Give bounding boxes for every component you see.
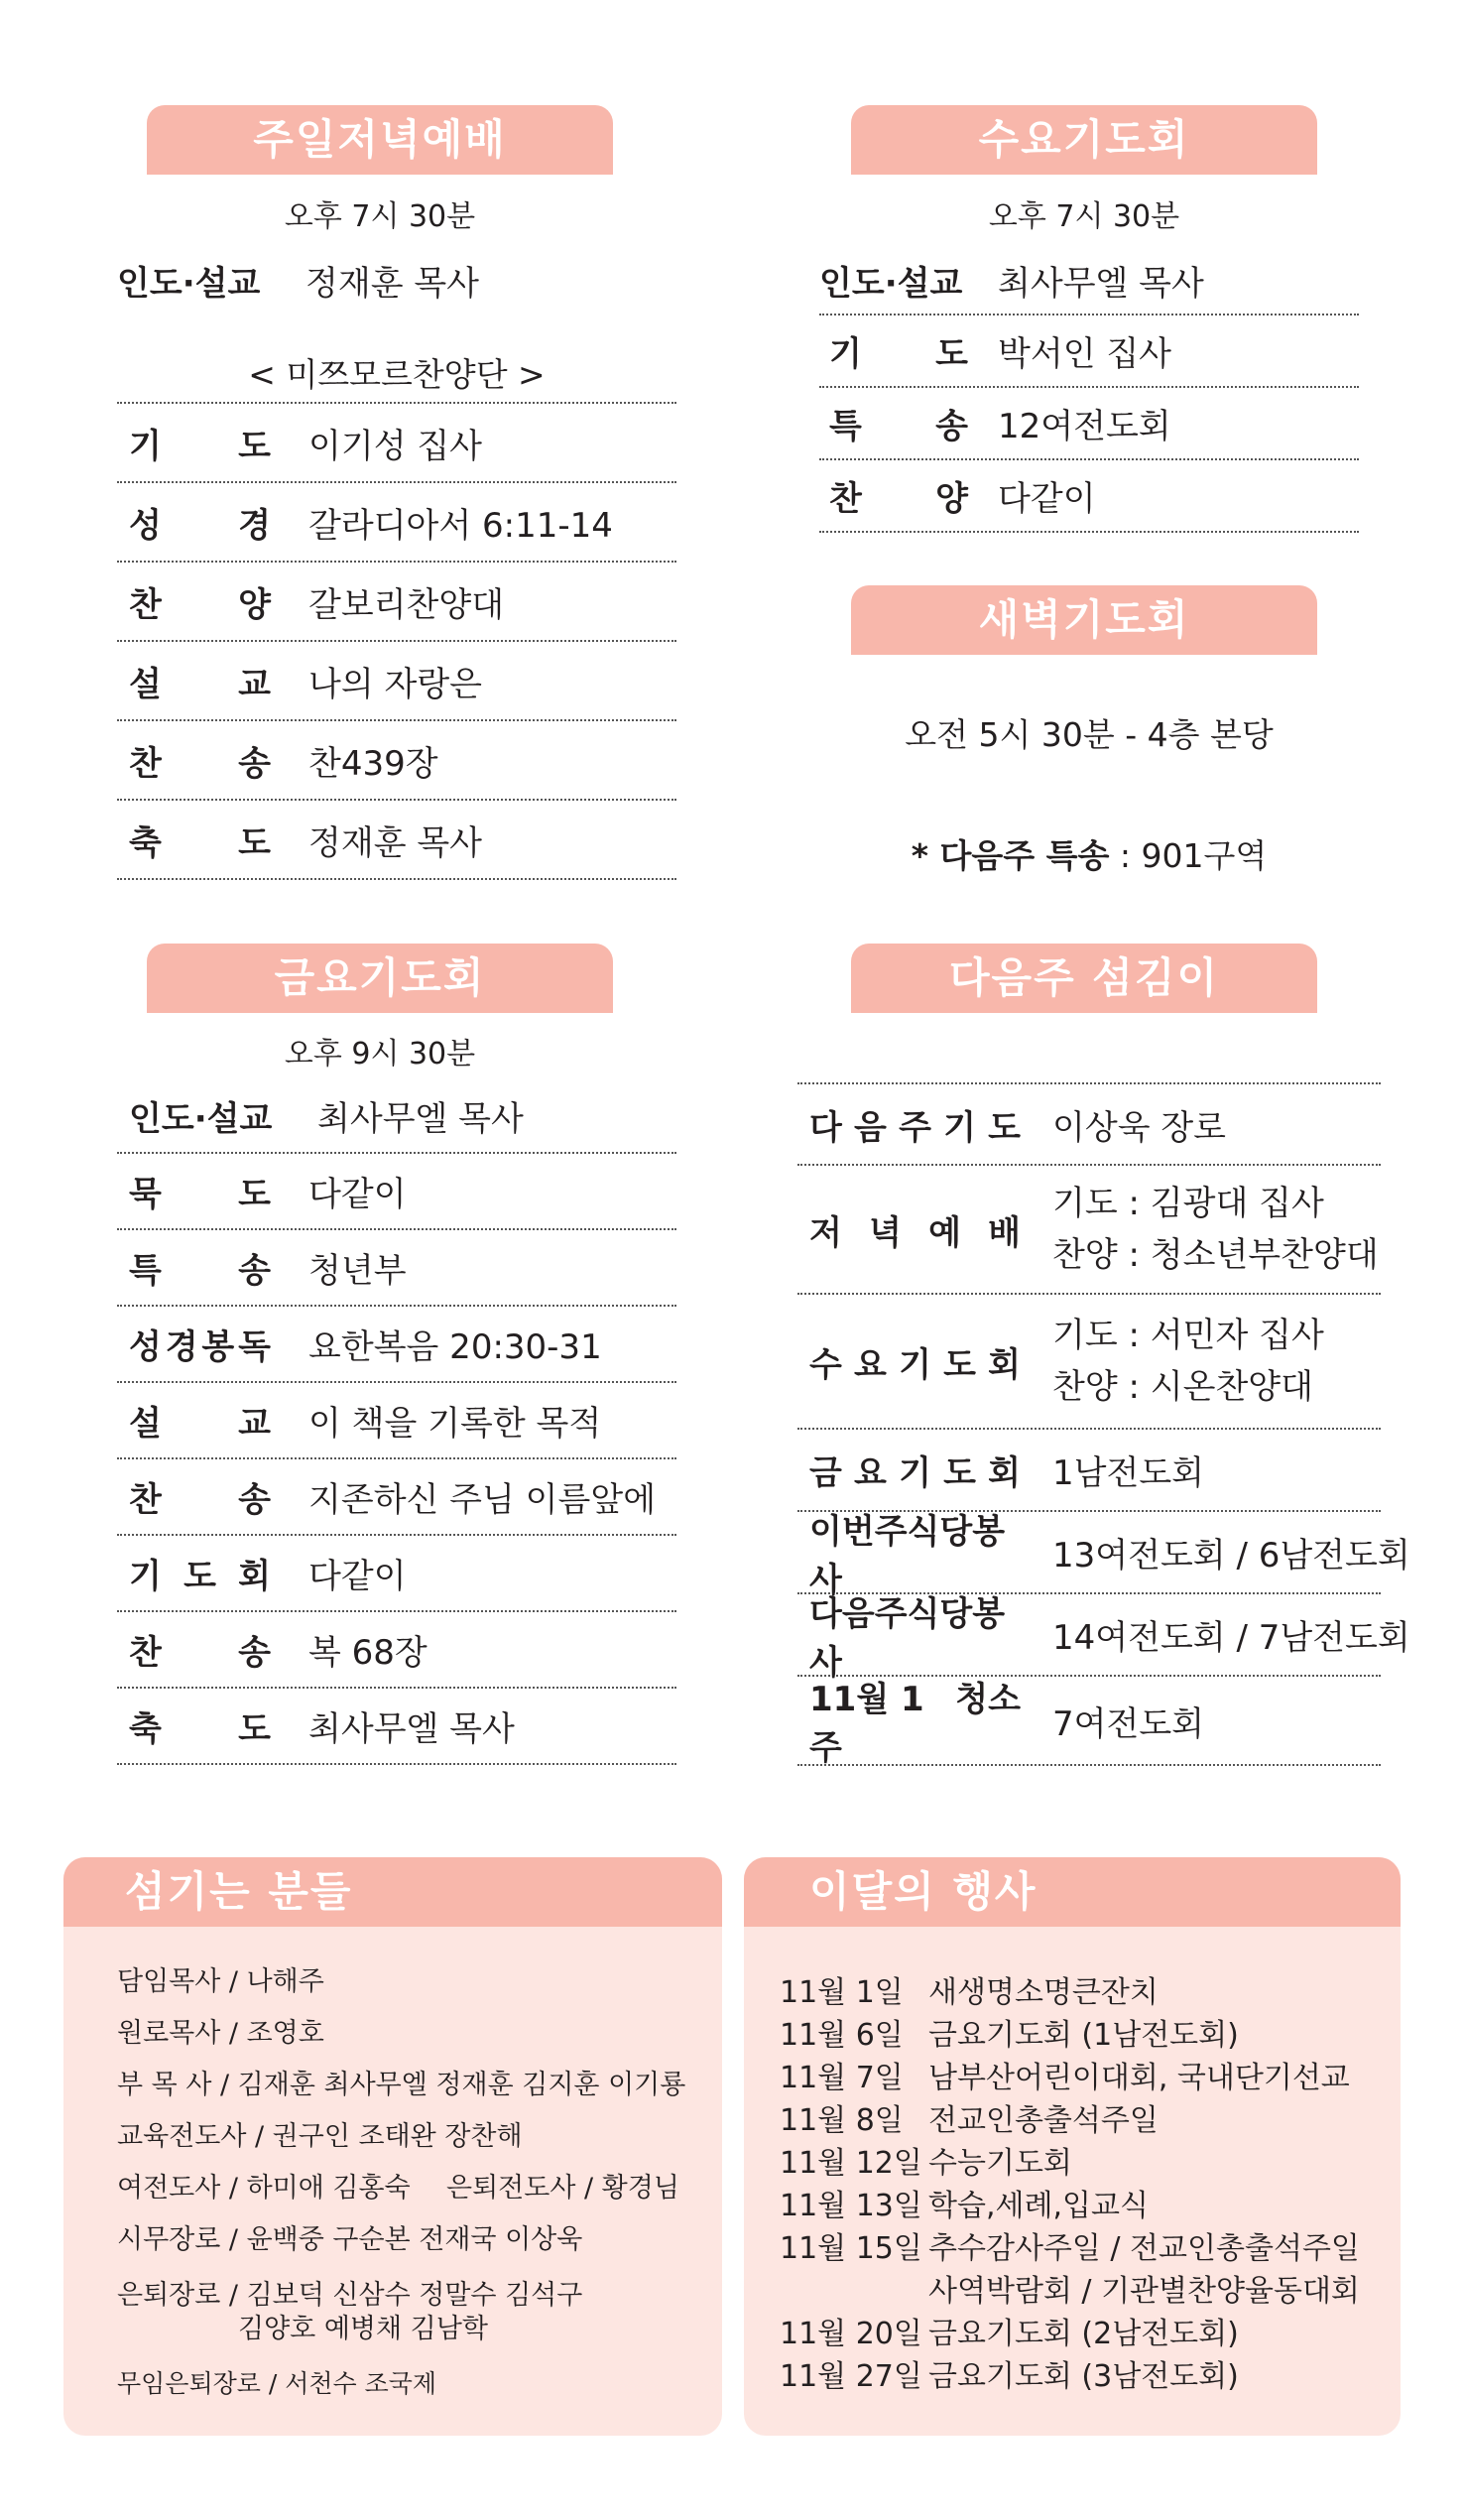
friday-row-value: 이 책을 기록한 목적 <box>308 1404 602 1444</box>
event-item: 사역박람회 / 기관별찬양율동대회 <box>928 2274 1360 2309</box>
next-week-header <box>851 944 1317 1013</box>
leader-label: 인도·설교 <box>819 263 963 304</box>
sunday-evening-header <box>147 105 613 175</box>
servant-line: 원로목사 / 조영호 <box>117 2018 324 2049</box>
servants-panel <box>63 1857 722 2436</box>
events-header <box>744 1857 1401 1927</box>
servant-line: 담임목사 / 나해주 <box>117 1966 324 1997</box>
leader-value: 최사무엘 목사 <box>998 263 1204 304</box>
next-special-label: * 다음주 특송 <box>911 836 1110 875</box>
friday-prayer-header <box>147 944 613 1013</box>
sunday-row-value: 이기성 집사 <box>308 426 483 466</box>
friday-row-value: 지존하신 주님 이름앞에 <box>308 1480 657 1520</box>
friday-row-scripture-reading: 성 경 봉 독 요한복음 20:30-31 <box>117 1307 676 1383</box>
events-panel <box>744 1857 1401 2436</box>
sunday-row-value: 찬439장 <box>308 743 438 784</box>
event-item: 11월 20일 금요기도회 (2남전도회) <box>780 2317 1239 2351</box>
friday-row-sermon: 설 교 이 책을 기록한 목적 <box>117 1383 676 1459</box>
servants-title: 섬기는 분들 <box>125 1867 353 1916</box>
servant-line: 김양호 예병채 김남학 <box>238 2314 488 2344</box>
next-week-row-wednesday: 수 요 기 도 회 기도 : 서민자 집사 찬양 : 시온찬양대 <box>797 1295 1381 1430</box>
next-week-value: 찬양 : 청소년부찬양대 <box>1052 1235 1379 1275</box>
friday-prayer-title: 금요기도회 <box>274 953 486 1002</box>
wednesday-row-value: 다같이 <box>998 479 1096 519</box>
next-week-row-cleaning: 11월 1주 청 소 7여전도회 <box>797 1677 1381 1766</box>
dawn-prayer-header <box>851 585 1317 655</box>
sunday-row-value: 갈보리찬양대 <box>308 584 505 625</box>
sunday-evening-choir: < 미쯔모르찬양단 > <box>248 355 546 394</box>
sunday-row-value: 갈라디아서 6:11-14 <box>308 505 613 546</box>
next-week-row-friday: 금 요 기 도 회 1남전도회 <box>797 1430 1381 1512</box>
wednesday-row-value: 박서인 집사 <box>998 334 1172 374</box>
wednesday-leader-row <box>819 246 1359 315</box>
event-item: 11월 8일 전교인총출석주일 <box>780 2103 1159 2138</box>
wednesday-prayer-time: 오후 7시 30분 <box>988 199 1180 234</box>
wednesday-prayer-header <box>851 105 1317 175</box>
event-item: 11월 13일 학습,세례,입교식 <box>780 2189 1149 2223</box>
servant-line: 은퇴전도사 / 황경님 <box>446 2173 679 2204</box>
next-week-value: 기도 : 김광대 집사 <box>1052 1184 1324 1223</box>
servant-line: 시무장로 / 윤백중 구순본 전재국 이상욱 <box>117 2224 583 2255</box>
friday-row-value: 요한복음 20:30-31 <box>308 1327 602 1367</box>
wednesday-row-prayer: 기 도 박서인 집사 <box>819 315 1359 388</box>
leader-value: 최사무엘 목사 <box>317 1098 524 1139</box>
friday-row-value: 청년부 <box>308 1251 407 1291</box>
servant-line: 무임은퇴장로 / 서천수 조국제 <box>117 2369 437 2398</box>
servant-line: 여전도사 / 하미애 김홍숙 <box>117 2173 411 2204</box>
wednesday-prayer-title: 수요기도회 <box>978 115 1190 164</box>
sunday-row-scripture: 성 경 갈라디아서 6:11-14 <box>117 483 676 563</box>
friday-row-benediction: 축 도 최사무엘 목사 <box>117 1689 676 1765</box>
friday-row-value: 다같이 <box>308 1175 407 1214</box>
event-item: 11월 15일 추수감사주일 / 전교인총출석주일 <box>780 2231 1360 2266</box>
next-week-row-kitchen-this: 이번주식당봉사 13여전도회 / 6남전도회 <box>797 1512 1381 1594</box>
friday-row-prayer-meeting: 기 도 회 다같이 <box>117 1536 676 1612</box>
event-item: 11월 27일 금요기도회 (3남전도회) <box>780 2359 1239 2394</box>
friday-row-value: 최사무엘 목사 <box>308 1709 515 1749</box>
event-item: 11월 12일 수능기도회 <box>780 2146 1072 2181</box>
dawn-prayer-title: 새벽기도회 <box>978 595 1190 644</box>
wednesday-row-praise: 찬 양 다같이 <box>819 460 1359 533</box>
sunday-row-praise: 찬 양 갈보리찬양대 <box>117 563 676 642</box>
sunday-row-value: 나의 자랑은 <box>308 664 483 704</box>
sunday-row-benediction: 축 도 정재훈 목사 <box>117 801 676 880</box>
sunday-evening-leader-row <box>117 250 676 310</box>
leader-value: 정재훈 목사 <box>305 263 480 304</box>
next-week-title: 다음주 섬김이 <box>948 953 1220 1002</box>
sunday-row-sermon: 설 교 나의 자랑은 <box>117 642 676 721</box>
sunday-row-prayer: 기 도 이기성 집사 <box>117 404 676 483</box>
servant-line: 은퇴장로 / 김보덕 신삼수 정말수 김석구 <box>117 2280 583 2311</box>
servants-header <box>63 1857 722 1927</box>
servant-line: 교육전도사 / 권구인 조태완 장찬해 <box>117 2121 523 2152</box>
leader-label: 인도·설교 <box>129 1098 273 1139</box>
sunday-row-value: 정재훈 목사 <box>308 822 483 863</box>
next-week-row-kitchen-next: 다음주식당봉사 14여전도회 / 7남전도회 <box>797 1594 1381 1677</box>
event-item: 11월 7일 남부산어린이대회, 국내단기선교 <box>780 2061 1350 2095</box>
friday-leader-row <box>117 1078 676 1154</box>
event-item: 11월 6일 금요기도회 (1남전도회) <box>780 2018 1239 2053</box>
next-special-value: : 901구역 <box>1109 836 1268 875</box>
next-week-row-prayer: 다 음 주 기 도 이상욱 장로 <box>797 1084 1381 1166</box>
next-week-value: 7여전도회 <box>1052 1703 1205 1744</box>
leader-label: 인도·설교 <box>117 263 261 304</box>
dawn-prayer-time: 오전 5시 30분 - 4층 본당 <box>905 715 1274 754</box>
servant-line: 부 목 사 / 김재훈 최사무엘 정재훈 김지훈 이기룡 <box>117 2070 686 2100</box>
friday-row-value: 다같이 <box>308 1557 407 1596</box>
sunday-row-hymn: 찬 송 찬439장 <box>117 721 676 801</box>
next-week-value: 이상욱 장로 <box>1052 1107 1227 1148</box>
event-item: 11월 1일 새생명소명큰잔치 <box>780 1975 1159 2010</box>
next-week-value: 14여전도회 / 7남전도회 <box>1052 1618 1410 1658</box>
wednesday-row-special: 특 송 12여전도회 <box>819 388 1359 460</box>
next-week-value: 찬양 : 시온찬양대 <box>1052 1367 1313 1407</box>
friday-row-special: 특 송 청년부 <box>117 1230 676 1307</box>
next-week-value: 13여전도회 / 6남전도회 <box>1052 1536 1410 1575</box>
dawn-next-special <box>819 830 1359 877</box>
friday-row-value: 복 68장 <box>308 1633 427 1673</box>
sunday-evening-time: 오후 7시 30분 <box>284 199 476 234</box>
friday-row-hymn-2: 찬 송 복 68장 <box>117 1612 676 1689</box>
friday-row-hymn: 찬 송 지존하신 주님 이름앞에 <box>117 1459 676 1536</box>
next-week-row-evening: 저 녁 예 배 기도 : 김광대 집사 찬양 : 청소년부찬양대 <box>797 1166 1381 1295</box>
friday-row-silent-prayer: 묵 도 다같이 <box>117 1154 676 1230</box>
next-week-value: 1남전도회 <box>1052 1453 1205 1493</box>
wednesday-row-value: 12여전도회 <box>998 407 1171 446</box>
next-week-value: 기도 : 서민자 집사 <box>1052 1316 1324 1355</box>
friday-prayer-time: 오후 9시 30분 <box>284 1037 476 1071</box>
events-title: 이달의 행사 <box>809 1867 1038 1916</box>
sunday-evening-title: 주일저녁예배 <box>253 115 507 164</box>
